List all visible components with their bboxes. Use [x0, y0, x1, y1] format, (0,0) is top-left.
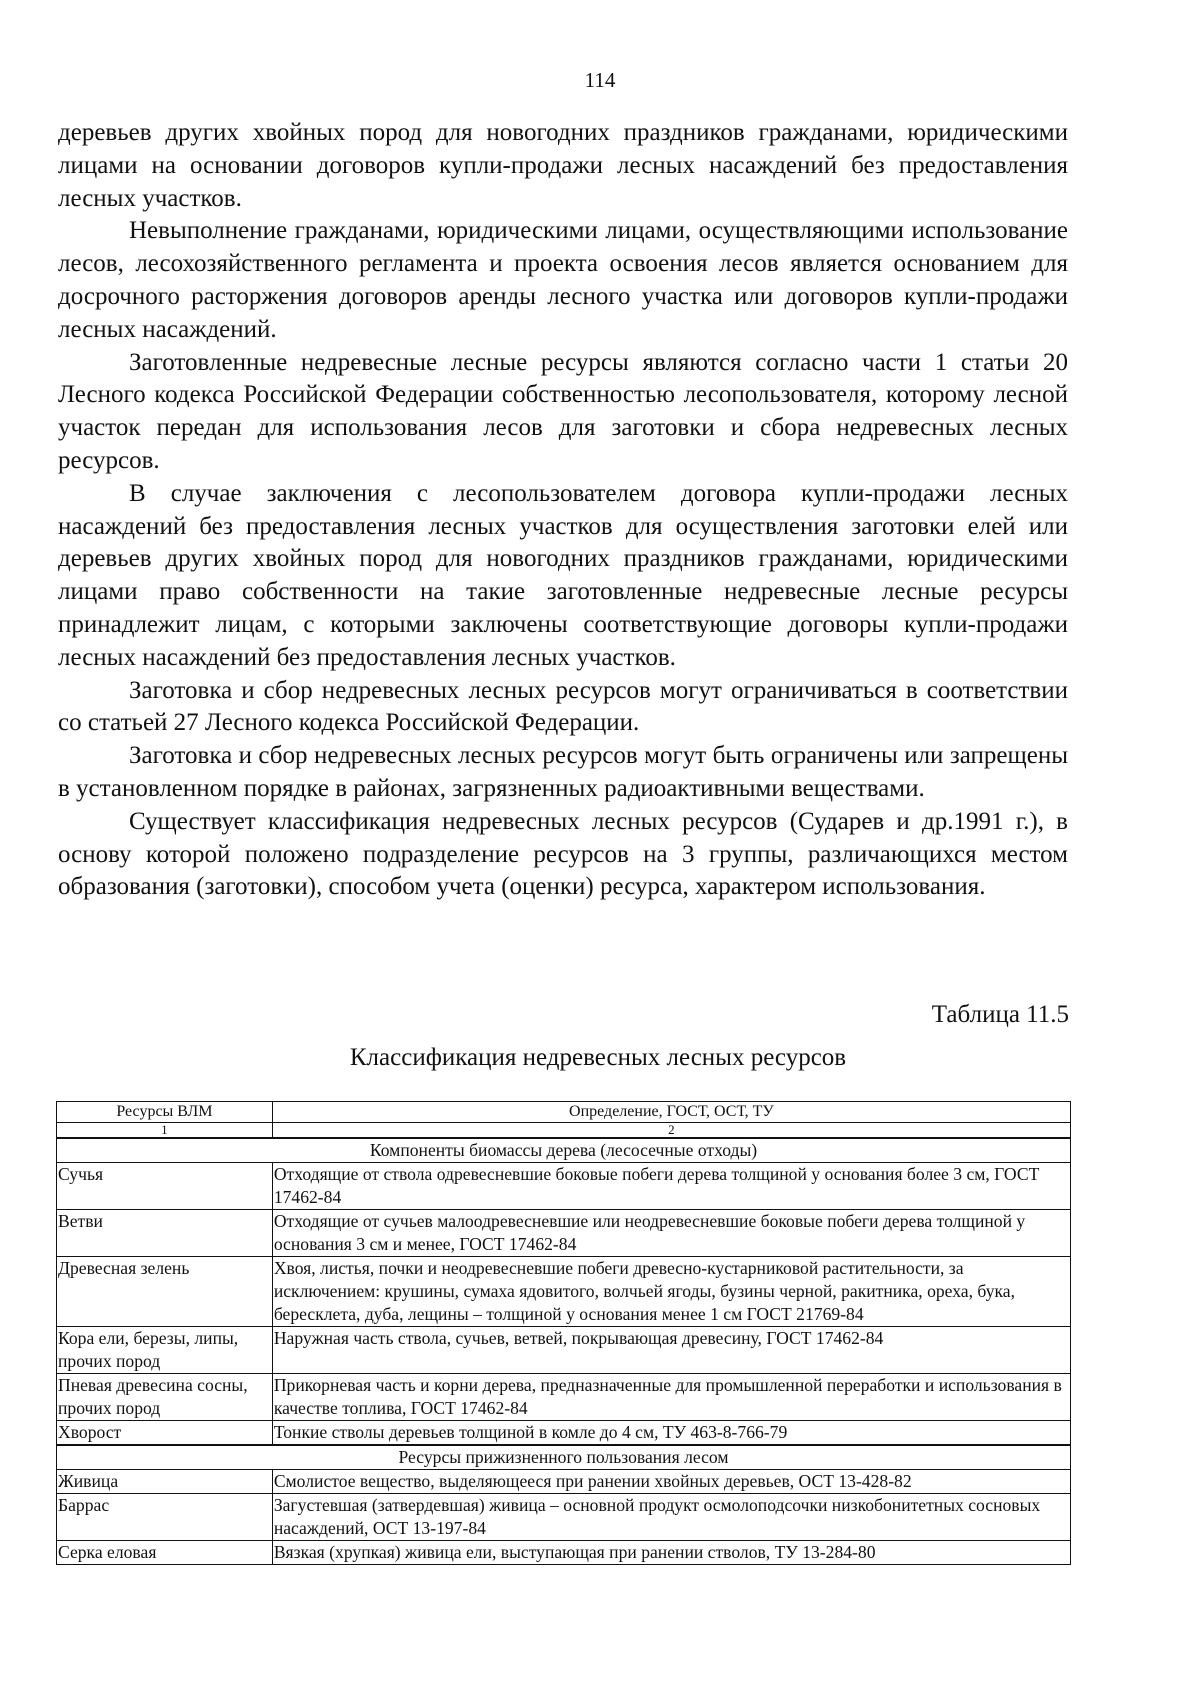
table-row	[57, 1210, 1071, 1257]
paragraph: Заготовка и сбор недревесных лесных ресурсов могут быть ограничены или запрещены в установленном порядке в районах, загрязненных радиоактивными веществами.	[58, 742, 1068, 802]
definition-cell: Отходящие от ствола одревесневшие боковые побеги дерева толщиной у основания более 3 см, ГОСТ 17462-84	[272, 1163, 1070, 1210]
table-row	[57, 1494, 1071, 1541]
definition-cell: Загустевшая (затвердевшая) живица – основной продукт осмолоподсочки низкобонитетных сосновых насаждений, ОСТ 13-197-84	[272, 1494, 1070, 1541]
section-title: Компоненты биомассы дерева (лесосечные отходы)	[57, 1138, 1071, 1163]
section-row	[57, 1138, 1071, 1163]
definition-cell: Вязкая (хрупкая) живица ели, выступающая при ранении стволов, ТУ 13-284-80	[272, 1541, 1070, 1565]
resource-cell: Кора ели, березы, липы, прочих пород	[57, 1327, 273, 1374]
paragraph: В случае заключения с лесопользователем договора купли-продажи лесных насаждений без предоставления лесных участков для осуществления заготовки елей или деревьев других хвойных пород для новогодних праздников гражданами, юридическими лицами право собственности на такие заготовленные недревесные лесные ресурсы принадлежит лицам, с которыми заключены соответствующие договоры купли-продажи лесных насаждений без предоставления лесных участков.	[58, 479, 1068, 671]
table-title: Классификация недревесных лесных ресурсов	[349, 1044, 847, 1071]
resource-cell: Древесная зелень	[57, 1257, 273, 1327]
table-row	[57, 1421, 1071, 1446]
paragraph: Заготовленные недревесные лесные ресурсы являются согласно части 1 статьи 20 Лесного кодекса Российской Федерации собственностью лесопользователя, которому лесной участок передан для использования лесов для заготовки и сбора недревесных лесных ресурсов.	[58, 348, 1068, 474]
classification-table	[56, 1101, 1071, 1565]
table-row	[57, 1163, 1071, 1210]
definition-cell: Прикорневая часть и корни дерева, предназначенные для промышленной переработки и использования в качестве топлива, ГОСТ 17462-84	[272, 1374, 1070, 1421]
column-number: 2	[272, 1123, 1070, 1139]
definition-cell: Хвоя, листья, почки и неодревесневшие побеги древесно-кустарниковой растительности, за исключением: крушины, сумаха ядовитого, волчьей ягоды, бузины черной, ракитника, ореха, бука, бересклета, дуба, лещины – толщиной у основания менее 1 см ГОСТ 21769-84	[272, 1257, 1070, 1327]
table-row	[57, 1470, 1071, 1494]
table-label: Таблица 11.5	[931, 1001, 1069, 1028]
paragraph: Существует классификация недревесных лесных ресурсов (Сударев и др.1991 г.), в основу которой положено подразделение ресурсов на 3 группы, различающихся местом образования (заготовки), способом учета (оценки) ресурса, характером использования.	[58, 807, 1068, 901]
paragraph: Заготовка и сбор недревесных лесных ресурсов могут ограничиваться в соответствии со статьей 27 Лесного кодекса Российской Федерации.	[58, 676, 1068, 737]
resource-cell: Сучья	[57, 1163, 273, 1210]
section-title: Ресурсы прижизненного пользования лесом	[57, 1445, 1071, 1470]
table-row	[57, 1374, 1071, 1421]
resource-cell: Ветви	[57, 1210, 273, 1257]
column-number: 1	[57, 1123, 273, 1139]
table-row	[57, 1541, 1071, 1565]
resource-cell: Пневая древесина сосны, прочих пород	[57, 1374, 273, 1421]
definition-cell: Тонкие стволы деревьев толщиной в комле до 4 см, ТУ 463-8-766-79	[272, 1421, 1070, 1446]
header-resources: Ресурсы ВЛМ	[57, 1102, 273, 1123]
column-number-row	[57, 1123, 1071, 1139]
resource-cell: Баррас	[57, 1494, 273, 1541]
resource-cell: Хворост	[57, 1421, 273, 1446]
definition-cell: Отходящие от сучьев малоодревесневшие или неодревесневшие боковые побеги дерева толщиной у основания 3 см и менее, ГОСТ 17462-84	[272, 1210, 1070, 1257]
resource-cell: Серка еловая	[57, 1541, 273, 1565]
definition-cell: Смолистое вещество, выделяющееся при ранении хвойных деревьев, ОСТ 13-428-82	[272, 1470, 1070, 1494]
page-number: 114	[584, 68, 616, 92]
header-definition: Определение, ГОСТ, ОСТ, ТУ	[272, 1102, 1070, 1123]
resource-cell: Живица	[57, 1470, 273, 1494]
section-row	[57, 1445, 1071, 1470]
paragraph: Невыполнение гражданами, юридическими лицами, осуществляющими использование лесов, лесохозяйственного регламента и проекта освоения лесов является основанием для досрочного расторжения договоров аренды лесного участка или договоров купли-продажи лесных насаждений.	[58, 217, 1068, 343]
table-row	[57, 1257, 1071, 1327]
table-header-row	[57, 1102, 1071, 1123]
body-text	[58, 117, 1068, 904]
table-row	[57, 1327, 1071, 1374]
definition-cell: Наружная часть ствола, сучьев, ветвей, покрывающая древесину, ГОСТ 17462-84	[272, 1327, 1070, 1374]
paragraph: деревьев других хвойных пород для новогодних праздников гражданами, юридическими лицами на основании договоров купли-продажи лесных насаждений без предоставления лесных участков.	[58, 119, 1068, 212]
